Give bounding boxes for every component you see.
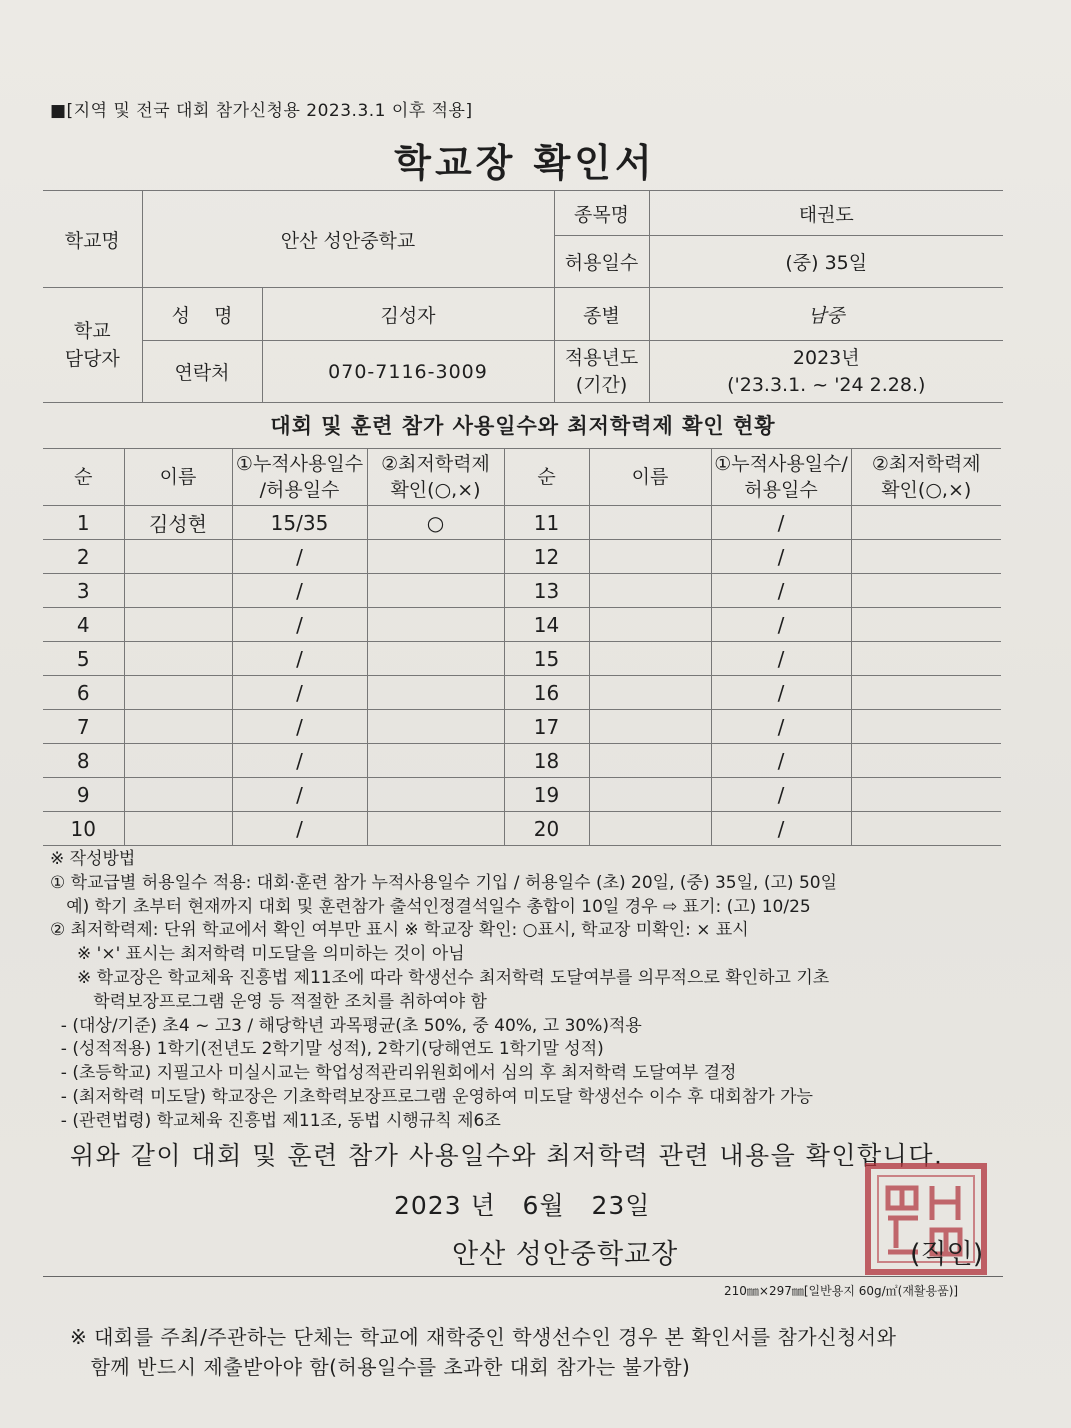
note-line: - (초등학교) 지필고사 미실시교는 학업성적관리위원회에서 심의 후 최저학력 도달여부 결정 bbox=[50, 1063, 737, 1084]
gender-label: 종별 bbox=[554, 288, 649, 341]
row-days: 15/35 bbox=[232, 506, 367, 540]
row-check bbox=[367, 710, 504, 744]
row-no-right: 16 bbox=[504, 676, 589, 710]
row-no-right: 15 bbox=[504, 642, 589, 676]
row-days: / bbox=[232, 710, 367, 744]
note-line: ① 학교급별 허용일수 적용: 대회·훈련 참가 누적사용일수 기입 / 허용일수 (초) 20일, (중) 35일, (고) 50일 bbox=[50, 872, 838, 893]
period-value: ('23.3.1. ~ '24 2.28.) bbox=[727, 373, 926, 396]
row-check-right bbox=[851, 676, 1001, 710]
row-check bbox=[367, 642, 504, 676]
note-line: ② 최저학력제: 단위 학교에서 확인 여부만 표시 ※ 학교장 확인: ○표시, 학교장 미확인: × 표시 bbox=[50, 920, 749, 941]
status-table bbox=[43, 448, 1001, 846]
row-no: 3 bbox=[43, 574, 124, 608]
header-no: 순 bbox=[43, 449, 124, 506]
row-check-right bbox=[851, 744, 1001, 778]
table-row bbox=[43, 642, 1001, 676]
table-row bbox=[43, 574, 1001, 608]
row-days: / bbox=[232, 642, 367, 676]
table-row bbox=[43, 744, 1001, 778]
header-name-right: 이름 bbox=[589, 449, 711, 506]
row-check bbox=[367, 676, 504, 710]
row-days: / bbox=[232, 608, 367, 642]
row-days-right: / bbox=[711, 608, 851, 642]
row-name-right bbox=[589, 778, 711, 812]
row-check bbox=[367, 540, 504, 574]
confirmation-date: 2023 년 6월 23일 bbox=[394, 1191, 651, 1220]
row-no-right: 12 bbox=[504, 540, 589, 574]
school-name-label: 학교명 bbox=[43, 191, 142, 288]
allowed-days-label: 허용일수 bbox=[554, 236, 649, 288]
row-name-right bbox=[589, 676, 711, 710]
row-days: / bbox=[232, 778, 367, 812]
header-check: ②최저학력제 확인(○,×) bbox=[367, 449, 504, 506]
row-no: 6 bbox=[43, 676, 124, 710]
sport-label: 종목명 bbox=[554, 191, 649, 236]
row-name bbox=[124, 812, 232, 846]
submission-footnote bbox=[70, 1322, 896, 1382]
table-row bbox=[43, 812, 1001, 846]
table-row bbox=[43, 710, 1001, 744]
row-name-right bbox=[589, 574, 711, 608]
row-name-right bbox=[589, 506, 711, 540]
row-name bbox=[124, 642, 232, 676]
row-name bbox=[124, 710, 232, 744]
row-no: 2 bbox=[43, 540, 124, 574]
note-line: - (최저학력 미도달) 학교장은 기초학력보장프로그램 운영하여 미도달 학생선수 이수 후 대회참가 가능 bbox=[50, 1086, 813, 1107]
principal-name: 안산 성안중학교장 bbox=[452, 1239, 679, 1270]
row-check-right bbox=[851, 506, 1001, 540]
contact-value: 070-7116-3009 bbox=[262, 341, 554, 403]
row-name bbox=[124, 778, 232, 812]
row-no: 4 bbox=[43, 608, 124, 642]
row-days-right: / bbox=[711, 710, 851, 744]
bottom-divider bbox=[43, 1276, 1003, 1277]
row-check bbox=[367, 778, 504, 812]
row-check bbox=[367, 574, 504, 608]
status-section-title: 대회 및 훈련 참가 사용일수와 최저학력제 확인 현황 bbox=[270, 414, 776, 438]
row-check bbox=[367, 812, 504, 846]
row-no-right: 18 bbox=[504, 744, 589, 778]
row-no: 1 bbox=[43, 506, 124, 540]
row-days-right: / bbox=[711, 540, 851, 574]
note-line: ※ 작성방법 bbox=[50, 849, 136, 869]
header-days: ①누적사용일수 /허용일수 bbox=[232, 449, 367, 506]
row-days: / bbox=[232, 540, 367, 574]
note-line: - (관련법령) 학교체육 진흥법 제11조, 동법 시행규칙 제6조 bbox=[50, 1110, 501, 1131]
table-row bbox=[43, 676, 1001, 710]
row-check-right bbox=[851, 778, 1001, 812]
row-days-right: / bbox=[711, 506, 851, 540]
row-no-right: 17 bbox=[504, 710, 589, 744]
table-row bbox=[43, 506, 1001, 540]
year-label: 적용년도 (기간) bbox=[554, 341, 649, 403]
year-cell bbox=[649, 341, 1003, 403]
writing-guide-notes bbox=[50, 848, 837, 1134]
row-no: 5 bbox=[43, 642, 124, 676]
year-value: 2023년 bbox=[792, 346, 860, 369]
row-name-right bbox=[589, 812, 711, 846]
row-no-right: 19 bbox=[504, 778, 589, 812]
paper-spec: 210㎜×297㎜[일반용지 60g/㎡(재활용품)] bbox=[724, 1284, 959, 1298]
row-days-right: / bbox=[711, 574, 851, 608]
confirmation-statement: 위와 같이 대회 및 훈련 참가 사용일수와 최저학력 관련 내용을 확인합니다. bbox=[70, 1141, 944, 1170]
row-no: 10 bbox=[43, 812, 124, 846]
row-days-right: / bbox=[711, 778, 851, 812]
row-name bbox=[124, 676, 232, 710]
row-days-right: / bbox=[711, 812, 851, 846]
row-no-right: 11 bbox=[504, 506, 589, 540]
table-row bbox=[43, 540, 1001, 574]
row-no-right: 13 bbox=[504, 574, 589, 608]
document-title: 학교장 확인서 bbox=[394, 141, 656, 185]
row-no: 7 bbox=[43, 710, 124, 744]
name-label: 성 명 bbox=[142, 288, 262, 341]
table-row bbox=[43, 608, 1001, 642]
row-check-right bbox=[851, 710, 1001, 744]
row-days: / bbox=[232, 574, 367, 608]
row-name-right bbox=[589, 608, 711, 642]
header-no-right: 순 bbox=[504, 449, 589, 506]
footnote-line-2: 함께 반드시 제출받아야 함(허용일수를 초과한 대회 참가는 불가함) bbox=[70, 1355, 691, 1379]
row-no-right: 14 bbox=[504, 608, 589, 642]
note-line: 학력보장프로그램 운영 등 적절한 조치를 취하여야 함 bbox=[50, 991, 487, 1012]
table-row bbox=[43, 778, 1001, 812]
note-line: ※ '×' 표시는 최저학력 미도달을 의미하는 것이 아님 bbox=[50, 944, 465, 965]
note-line: - (대상/기준) 초4 ~ 고3 / 해당학년 과목평균(초 50%, 중 40%, 고 30%)적용 bbox=[50, 1015, 642, 1036]
row-days-right: / bbox=[711, 642, 851, 676]
row-name-right bbox=[589, 710, 711, 744]
note-line: 예) 학기 초부터 현재까지 대회 및 훈련참가 출석인정결석일수 총합이 10일 경우 ⇨ 표기: (고) 10/25 bbox=[50, 896, 811, 917]
seal-label: (직인) bbox=[910, 1239, 984, 1270]
row-check-right bbox=[851, 608, 1001, 642]
row-name-right bbox=[589, 744, 711, 778]
row-days-right: / bbox=[711, 676, 851, 710]
note-line: ※ 학교장은 학교체육 진흥법 제11조에 따라 학생선수 최저학력 도달여부를 의무적으로 확인하고 기초 bbox=[50, 967, 830, 988]
row-name-right bbox=[589, 540, 711, 574]
note-line: - (성적적용) 1학기(전년도 2학기말 성적), 2학기(당해연도 1학기말 성적) bbox=[50, 1039, 604, 1060]
allowed-days-value: (중) 35일 bbox=[649, 236, 1003, 288]
school-name-value: 안산 성안중학교 bbox=[142, 191, 554, 288]
row-name: 김성현 bbox=[124, 506, 232, 540]
row-days: / bbox=[232, 744, 367, 778]
header-days-right: ①누적사용일수/ 허용일수 bbox=[711, 449, 851, 506]
row-days: / bbox=[232, 676, 367, 710]
row-days: / bbox=[232, 812, 367, 846]
footnote-line-1: ※ 대회를 주최/주관하는 단체는 학교에 재학중인 학생선수인 경우 본 확인서를 참가신청서와 bbox=[70, 1325, 897, 1349]
row-no-right: 20 bbox=[504, 812, 589, 846]
row-name-right bbox=[589, 642, 711, 676]
applicability-notice: ■[지역 및 전국 대회 참가신청용 2023.3.1 이후 적용] bbox=[50, 101, 473, 121]
row-name bbox=[124, 540, 232, 574]
contact-label: 연락처 bbox=[142, 341, 262, 403]
info-table bbox=[43, 190, 1003, 403]
header-name: 이름 bbox=[124, 449, 232, 506]
row-check bbox=[367, 744, 504, 778]
row-no: 9 bbox=[43, 778, 124, 812]
row-no: 8 bbox=[43, 744, 124, 778]
row-check: ○ bbox=[367, 506, 504, 540]
sport-value: 태권도 bbox=[649, 191, 1003, 236]
row-check-right bbox=[851, 812, 1001, 846]
row-check-right bbox=[851, 642, 1001, 676]
status-header-row bbox=[43, 449, 1001, 506]
row-check-right bbox=[851, 540, 1001, 574]
row-check bbox=[367, 608, 504, 642]
header-check-right: ②최저학력제 확인(○,×) bbox=[851, 449, 1001, 506]
name-value: 김성자 bbox=[262, 288, 554, 341]
row-days-right: / bbox=[711, 744, 851, 778]
row-check-right bbox=[851, 574, 1001, 608]
manager-label: 학교 담당자 bbox=[43, 288, 142, 403]
gender-value: 남중 bbox=[649, 288, 1003, 341]
row-name bbox=[124, 574, 232, 608]
row-name bbox=[124, 608, 232, 642]
row-name bbox=[124, 744, 232, 778]
